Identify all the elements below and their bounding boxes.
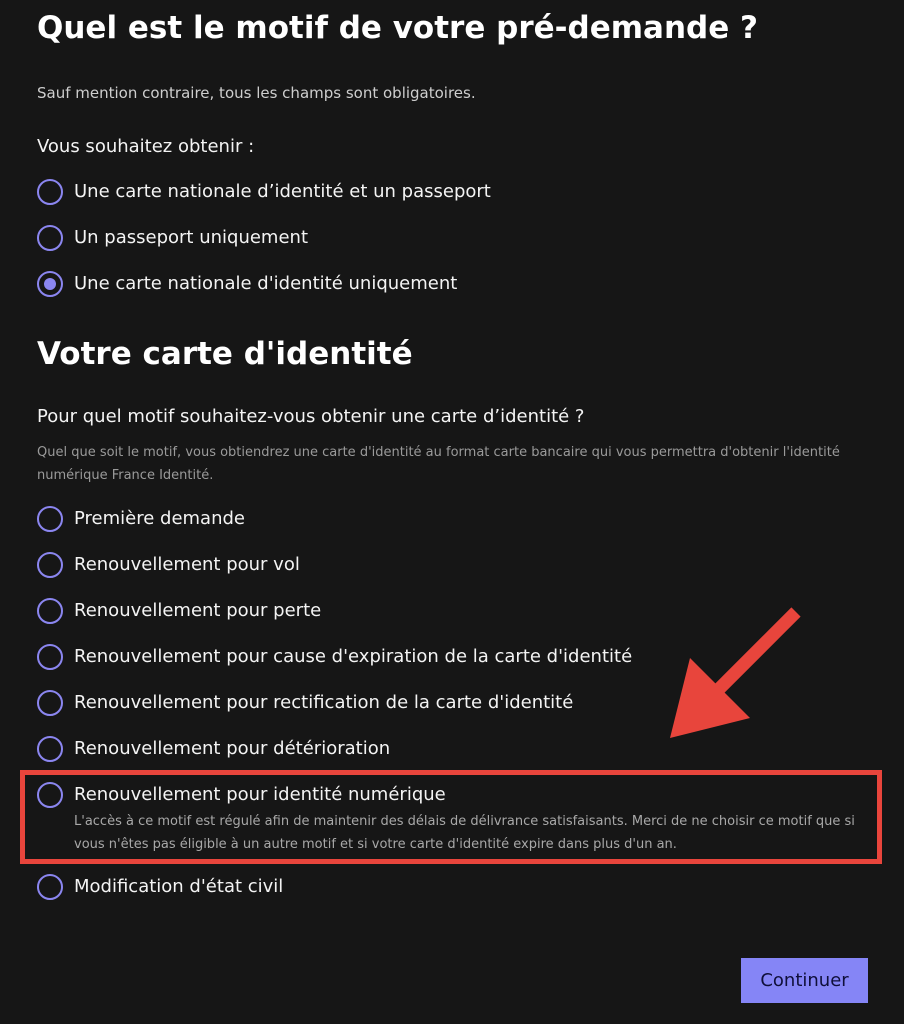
radio-label: Une carte nationale d’identité et un passeport — [74, 181, 491, 202]
radio-option-renouvellement-rectification[interactable] — [37, 688, 573, 718]
radio-option-cni-and-passport[interactable] — [37, 177, 491, 207]
radio-option-renouvellement-vol[interactable] — [37, 550, 300, 580]
radio-button[interactable] — [37, 598, 63, 624]
radio-label: Renouvellement pour cause d'expiration de la carte d'identité — [74, 646, 633, 667]
radio-button[interactable] — [37, 179, 63, 205]
radio-option-cni-only[interactable] — [37, 269, 457, 299]
radio-option-modification-etat-civil[interactable] — [37, 872, 283, 902]
obtain-question: Vous souhaitez obtenir : — [37, 136, 255, 157]
annotation-highlight-box — [20, 770, 882, 864]
radio-label: Une carte nationale d'identité uniquement — [74, 273, 458, 294]
radio-button[interactable] — [37, 506, 63, 532]
radio-button[interactable] — [37, 552, 63, 578]
radio-label: Renouvellement pour perte — [74, 600, 322, 621]
identite-numerique-hint: L'accès à ce motif est régulé afin de maintenir des délais de délivrance satisfaisants. Merci de ne choisir ce motif que si vous n'êtes pas éligible à un autre motif et si votre carte d'identité expire dans plus d'un an. — [74, 814, 855, 852]
radio-label: Renouvellement pour rectification de la carte d'identité — [74, 692, 574, 713]
radio-button[interactable] — [37, 225, 63, 251]
motif-title: Quel est le motif de votre pré-demande ? — [37, 10, 759, 46]
continue-button[interactable]: Continuer — [741, 958, 868, 1003]
radio-label: Renouvellement pour détérioration — [74, 738, 391, 759]
radio-label: Renouvellement pour vol — [74, 554, 300, 575]
radio-button[interactable] — [37, 644, 63, 670]
radio-option-renouvellement-deterioration[interactable] — [37, 734, 390, 764]
radio-label: Renouvellement pour identité numérique — [74, 784, 446, 805]
radio-button[interactable] — [37, 690, 63, 716]
radio-label: Modification d'état civil — [74, 876, 284, 897]
radio-option-renouvellement-expiration[interactable] — [37, 642, 632, 672]
radio-option-premiere-demande[interactable] — [37, 504, 245, 534]
required-fields-notice: Sauf mention contraire, tous les champs sont obligatoires. — [37, 84, 476, 102]
radio-option-passport-only[interactable] — [37, 223, 308, 253]
annotation-arrow-icon — [660, 600, 810, 750]
identity-card-hint: Quel que soit le motif, vous obtiendrez une carte d'identité au format carte bancaire qui vous permettra d'obtenir l'identité numérique France Identité. — [37, 445, 840, 483]
radio-label: Première demande — [74, 508, 245, 529]
radio-button[interactable] — [37, 736, 63, 762]
radio-option-renouvellement-perte[interactable] — [37, 596, 321, 626]
radio-label: Un passeport uniquement — [74, 227, 309, 248]
identity-card-question: Pour quel motif souhaitez-vous obtenir une carte d’identité ? — [37, 406, 585, 427]
radio-button-checked[interactable] — [37, 271, 63, 297]
identity-card-title: Votre carte d'identité — [37, 336, 413, 372]
radio-button[interactable] — [37, 874, 63, 900]
